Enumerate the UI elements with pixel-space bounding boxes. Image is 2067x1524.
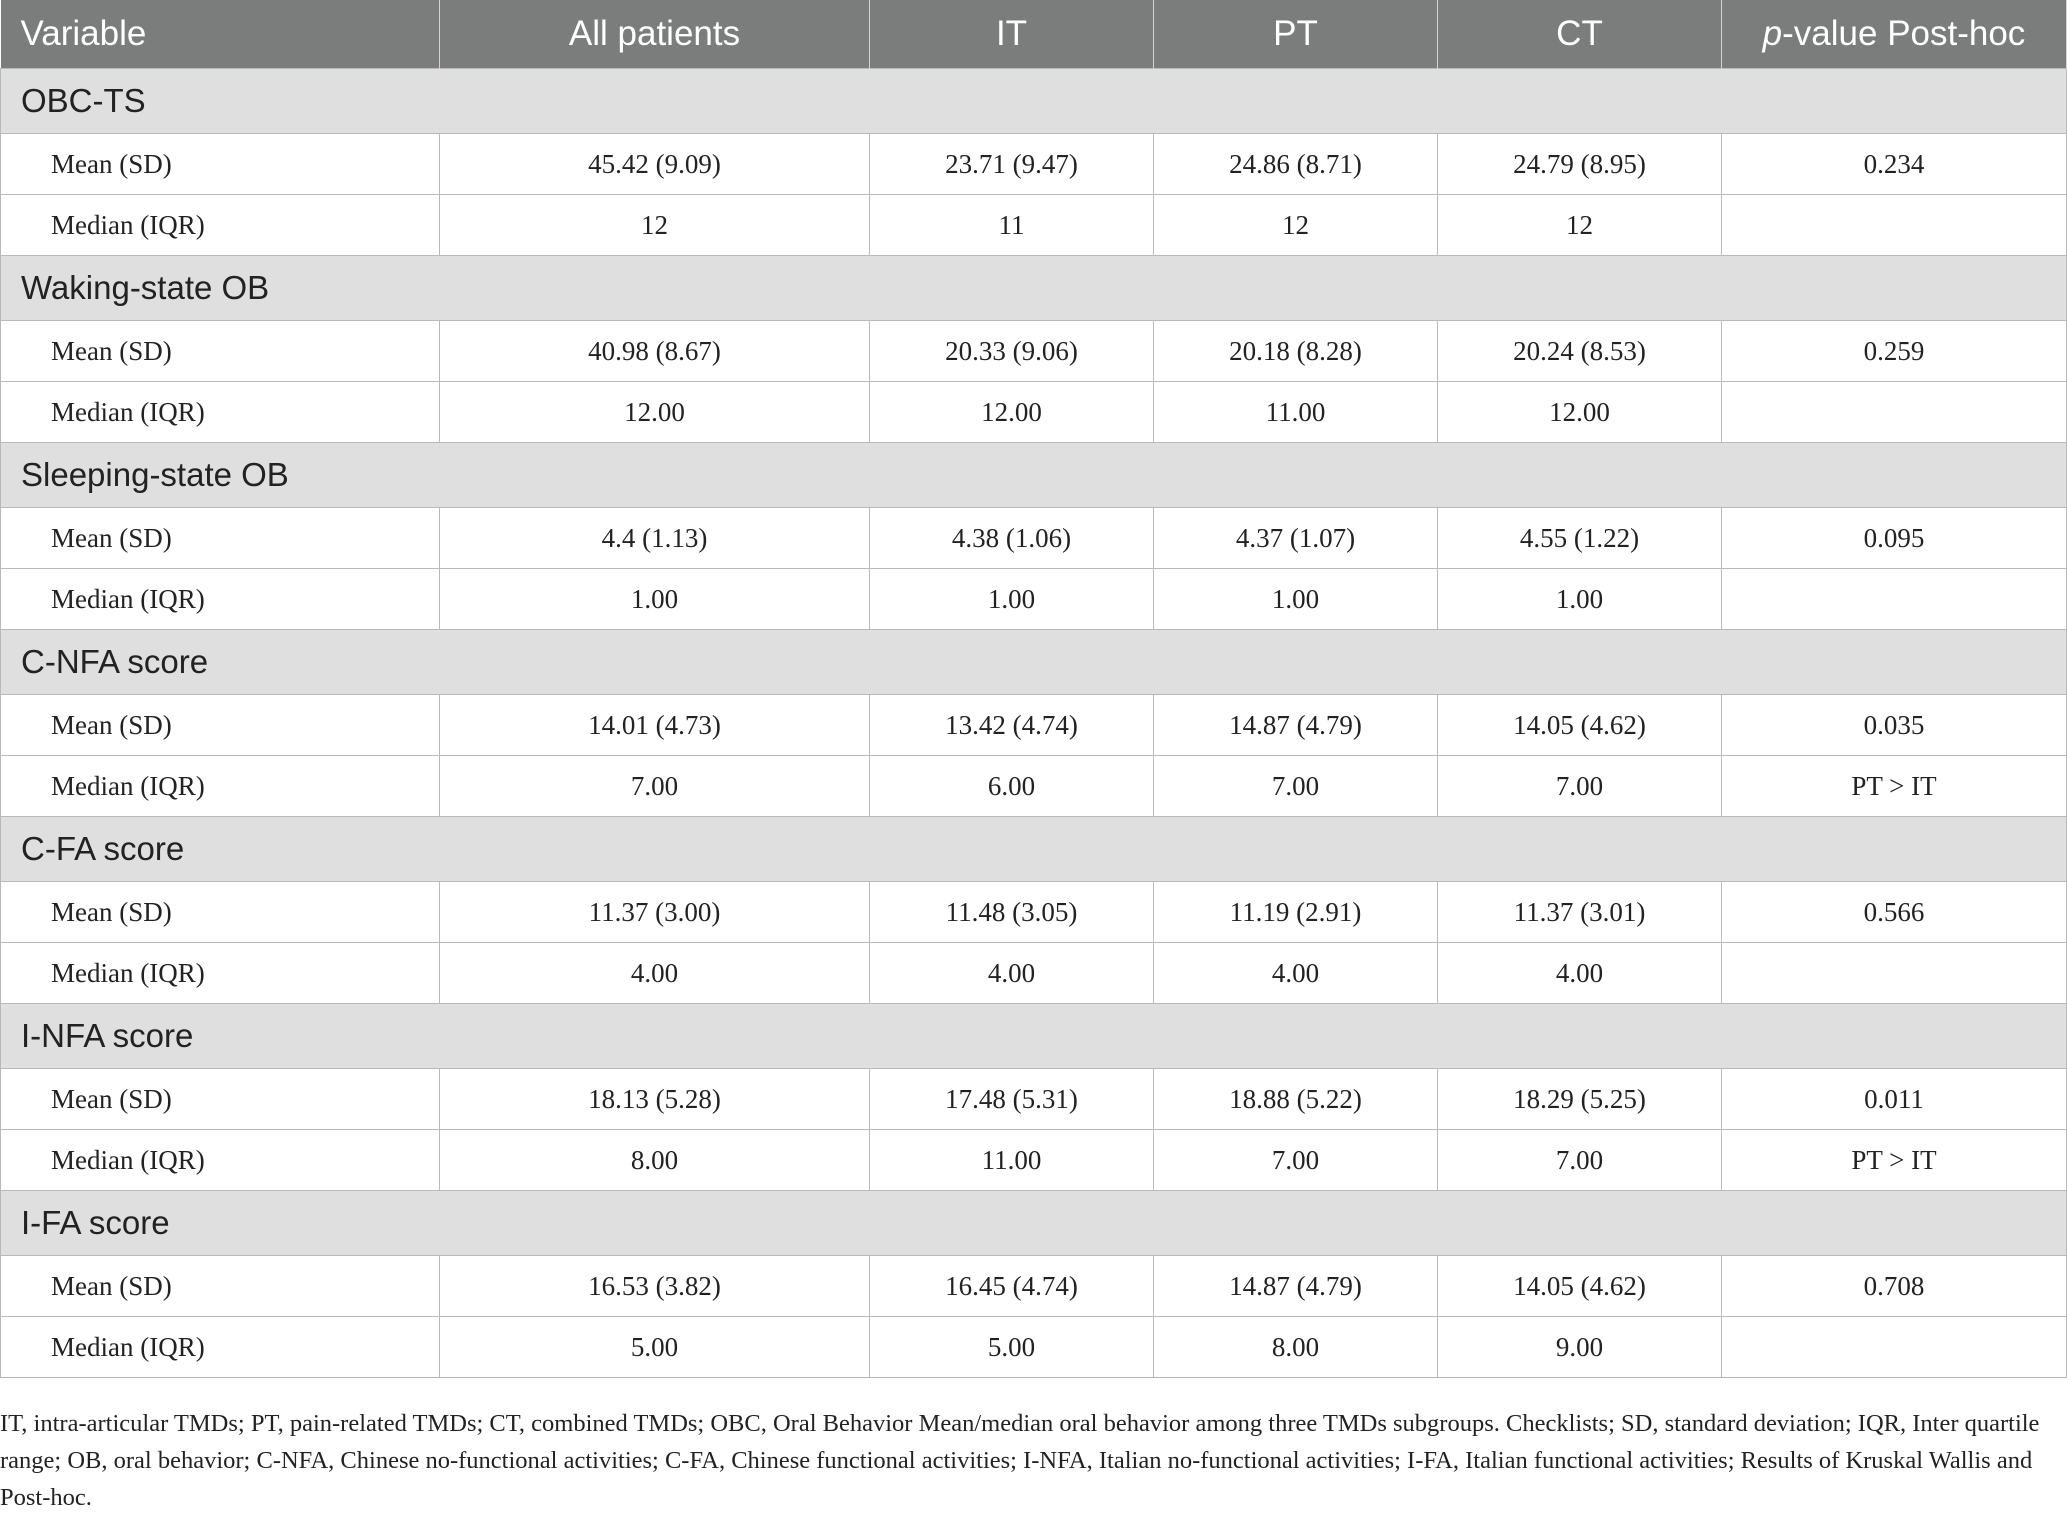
- row-label: Mean (SD): [1, 508, 440, 569]
- table-footnote: IT, intra-articular TMDs; PT, pain-related TMDs; CT, combined TMDs; OBC, Oral Behavior Mean/median oral behavior among three TMDs subgroups. Checklists; SD, standard deviation; IQR, Inter quartile range; OB, oral behavior; C-NFA, Chinese no-functional activities; C-FA, Chinese functional activities; I-NFA, Italian no-functional activities; I-FA, Italian functional activities; Results of Kruskal Wallis and Post-hoc.: [0, 1410, 2040, 1511]
- row-label: Mean (SD): [1, 882, 440, 943]
- table-row: [1, 569, 2067, 630]
- table-row: [1, 382, 2067, 443]
- header-pt: PT: [1154, 0, 1438, 69]
- cell-p-value: PT > IT: [1722, 1130, 2067, 1191]
- row-label: Mean (SD): [1, 1256, 440, 1317]
- cell-p-value: [1722, 195, 2067, 256]
- row-label: Median (IQR): [1, 943, 440, 1004]
- cell-all-patients: 14.01 (4.73): [440, 695, 870, 756]
- cell-ct: 4.00: [1438, 943, 1722, 1004]
- cell-pt: 8.00: [1154, 1317, 1438, 1378]
- cell-p-value: [1722, 382, 2067, 443]
- cell-it: 1.00: [870, 569, 1154, 630]
- cell-pt: 12: [1154, 195, 1438, 256]
- cell-ct: 14.05 (4.62): [1438, 695, 1722, 756]
- cell-pt: 14.87 (4.79): [1154, 1256, 1438, 1317]
- table-row: [1, 195, 2067, 256]
- cell-pt: 24.86 (8.71): [1154, 134, 1438, 195]
- cell-it: 6.00: [870, 756, 1154, 817]
- cell-ct: 18.29 (5.25): [1438, 1069, 1722, 1130]
- cell-pt: 4.00: [1154, 943, 1438, 1004]
- cell-ct: 1.00: [1438, 569, 1722, 630]
- cell-pt: 20.18 (8.28): [1154, 321, 1438, 382]
- cell-pt: 1.00: [1154, 569, 1438, 630]
- cell-ct: 24.79 (8.95): [1438, 134, 1722, 195]
- cell-p-value: 0.708: [1722, 1256, 2067, 1317]
- cell-p-value: 0.234: [1722, 134, 2067, 195]
- cell-it: 17.48 (5.31): [870, 1069, 1154, 1130]
- row-label: Mean (SD): [1, 1069, 440, 1130]
- cell-all-patients: 5.00: [440, 1317, 870, 1378]
- group-label: Waking-state OB: [1, 256, 2067, 321]
- header-it: IT: [870, 0, 1154, 69]
- cell-p-value: PT > IT: [1722, 756, 2067, 817]
- cell-p-value: [1722, 569, 2067, 630]
- cell-p-value: 0.259: [1722, 321, 2067, 382]
- cell-ct: 7.00: [1438, 756, 1722, 817]
- cell-pt: 7.00: [1154, 1130, 1438, 1191]
- cell-ct: 4.55 (1.22): [1438, 508, 1722, 569]
- table-row: [1, 134, 2067, 195]
- header-all-patients: All patients: [440, 0, 870, 69]
- cell-it: 11.00: [870, 1130, 1154, 1191]
- cell-all-patients: 1.00: [440, 569, 870, 630]
- cell-p-value: [1722, 1317, 2067, 1378]
- cell-it: 11.48 (3.05): [870, 882, 1154, 943]
- cell-pt: 18.88 (5.22): [1154, 1069, 1438, 1130]
- cell-ct: 12: [1438, 195, 1722, 256]
- cell-all-patients: 12: [440, 195, 870, 256]
- table-row: [1, 1256, 2067, 1317]
- cell-all-patients: 7.00: [440, 756, 870, 817]
- cell-all-patients: 18.13 (5.28): [440, 1069, 870, 1130]
- table-row: [1, 1069, 2067, 1130]
- header-ct: CT: [1438, 0, 1722, 69]
- header-p-rest: -value Post-hoc: [1782, 14, 2026, 53]
- table-row: [1, 695, 2067, 756]
- cell-it: 12.00: [870, 382, 1154, 443]
- group-row: [1, 817, 2067, 882]
- row-label: Mean (SD): [1, 321, 440, 382]
- table-row: [1, 1130, 2067, 1191]
- group-label: I-FA score: [1, 1191, 2067, 1256]
- group-label: I-NFA score: [1, 1004, 2067, 1069]
- table-header-row: [1, 0, 2067, 69]
- group-label: OBC-TS: [1, 69, 2067, 134]
- table-row: [1, 882, 2067, 943]
- row-label: Median (IQR): [1, 1130, 440, 1191]
- group-row: [1, 256, 2067, 321]
- cell-pt: 14.87 (4.79): [1154, 695, 1438, 756]
- group-row: [1, 1191, 2067, 1256]
- group-row: [1, 1004, 2067, 1069]
- cell-pt: 11.19 (2.91): [1154, 882, 1438, 943]
- group-row: [1, 69, 2067, 134]
- cell-it: 13.42 (4.74): [870, 695, 1154, 756]
- table-row: [1, 321, 2067, 382]
- cell-p-value: 0.035: [1722, 695, 2067, 756]
- cell-ct: 12.00: [1438, 382, 1722, 443]
- cell-it: 16.45 (4.74): [870, 1256, 1154, 1317]
- group-label: Sleeping-state OB: [1, 443, 2067, 508]
- cell-all-patients: 12.00: [440, 382, 870, 443]
- cell-it: 11: [870, 195, 1154, 256]
- cell-ct: 7.00: [1438, 1130, 1722, 1191]
- cell-ct: 20.24 (8.53): [1438, 321, 1722, 382]
- cell-p-value: 0.566: [1722, 882, 2067, 943]
- row-label: Mean (SD): [1, 695, 440, 756]
- header-p-italic: p: [1762, 14, 1783, 53]
- cell-pt: 4.37 (1.07): [1154, 508, 1438, 569]
- header-variable: Variable: [1, 0, 440, 69]
- cell-p-value: 0.095: [1722, 508, 2067, 569]
- cell-all-patients: 4.00: [440, 943, 870, 1004]
- row-label: Median (IQR): [1, 1317, 440, 1378]
- cell-ct: 14.05 (4.62): [1438, 1256, 1722, 1317]
- cell-all-patients: 8.00: [440, 1130, 870, 1191]
- cell-it: 20.33 (9.06): [870, 321, 1154, 382]
- row-label: Median (IQR): [1, 382, 440, 443]
- cell-p-value: [1722, 943, 2067, 1004]
- row-label: Mean (SD): [1, 134, 440, 195]
- group-row: [1, 443, 2067, 508]
- cell-it: 5.00: [870, 1317, 1154, 1378]
- cell-pt: 7.00: [1154, 756, 1438, 817]
- cell-all-patients: 4.4 (1.13): [440, 508, 870, 569]
- table-row: [1, 943, 2067, 1004]
- table-row: [1, 756, 2067, 817]
- cell-pt: 11.00: [1154, 382, 1438, 443]
- cell-it: 23.71 (9.47): [870, 134, 1154, 195]
- table-row: [1, 508, 2067, 569]
- header-p-value-post-hoc: [1722, 0, 2067, 69]
- group-label: C-NFA score: [1, 630, 2067, 695]
- cell-all-patients: 16.53 (3.82): [440, 1256, 870, 1317]
- cell-p-value: 0.011: [1722, 1069, 2067, 1130]
- group-label: C-FA score: [1, 817, 2067, 882]
- row-label: Median (IQR): [1, 195, 440, 256]
- table-row: [1, 1317, 2067, 1378]
- cell-ct: 9.00: [1438, 1317, 1722, 1378]
- cell-it: 4.00: [870, 943, 1154, 1004]
- cell-ct: 11.37 (3.01): [1438, 882, 1722, 943]
- cell-it: 4.38 (1.06): [870, 508, 1154, 569]
- row-label: Median (IQR): [1, 756, 440, 817]
- cell-all-patients: 40.98 (8.67): [440, 321, 870, 382]
- group-row: [1, 630, 2067, 695]
- row-label: Median (IQR): [1, 569, 440, 630]
- cell-all-patients: 45.42 (9.09): [440, 134, 870, 195]
- cell-all-patients: 11.37 (3.00): [440, 882, 870, 943]
- table-body: [1, 69, 2067, 1378]
